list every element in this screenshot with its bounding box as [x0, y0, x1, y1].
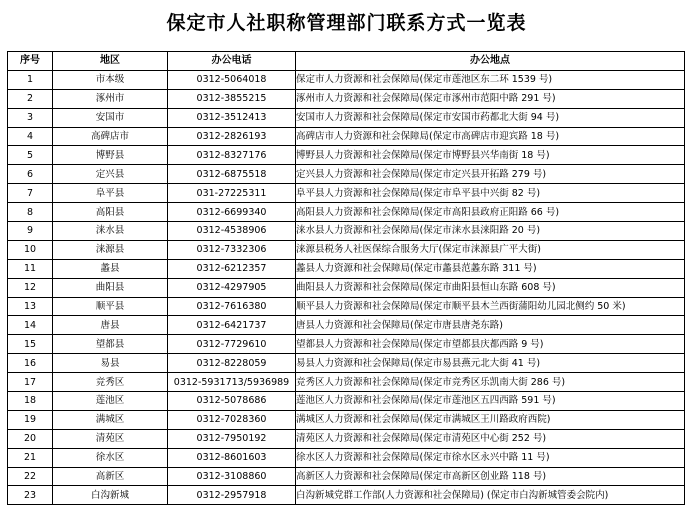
row-area: 安国市: [53, 108, 168, 127]
row-phone: 0312-2957918: [168, 486, 296, 505]
row-area: 博野县: [53, 146, 168, 165]
row-area: 涿州市: [53, 89, 168, 108]
row-address: 博野县人力资源和社会保障局(保定市博野县兴华南街 18 号): [296, 146, 685, 165]
table-row: [8, 335, 685, 354]
row-number: 19: [8, 410, 53, 429]
row-area: 徐水区: [53, 448, 168, 467]
table-row: [8, 486, 685, 505]
row-phone: 0312-8327176: [168, 146, 296, 165]
row-number: 15: [8, 335, 53, 354]
header-phone: 办公电话: [168, 52, 296, 71]
table-row: [8, 354, 685, 373]
row-phone: 0312-3855215: [168, 89, 296, 108]
row-area: 易县: [53, 354, 168, 373]
row-number: 1: [8, 70, 53, 89]
table-row: [8, 429, 685, 448]
row-phone: 0312-2826193: [168, 127, 296, 146]
row-phone: 0312-4297905: [168, 278, 296, 297]
row-area: 白沟新城: [53, 486, 168, 505]
table-row: [8, 316, 685, 335]
row-number: 13: [8, 297, 53, 316]
row-number: 7: [8, 184, 53, 203]
row-number: 20: [8, 429, 53, 448]
row-phone: 0312-5078686: [168, 392, 296, 411]
row-number: 6: [8, 165, 53, 184]
row-phone: 0312-3512413: [168, 108, 296, 127]
row-area: 高新区: [53, 467, 168, 486]
row-number: 8: [8, 203, 53, 222]
contacts-table: [7, 51, 685, 505]
row-phone: 0312-4538906: [168, 222, 296, 241]
row-area: 蠡县: [53, 259, 168, 278]
row-address: 曲阳县人力资源和社会保障局(保定市曲阳县恒山东路 608 号): [296, 278, 685, 297]
row-phone: 0312-8601603: [168, 448, 296, 467]
row-phone: 0312-6421737: [168, 316, 296, 335]
row-phone: 0312-7729610: [168, 335, 296, 354]
row-phone: 0312-3108860: [168, 467, 296, 486]
row-area: 曲阳县: [53, 278, 168, 297]
row-address: 竞秀区人力资源和社会保障局(保定市竞秀区乐凯南大街 286 号): [296, 373, 685, 392]
row-address: 涞源县税务人社医保综合服务大厅(保定市涞源县广平大街): [296, 240, 685, 259]
header-row: [8, 52, 685, 71]
header-number: 序号: [8, 52, 53, 71]
table-row: [8, 259, 685, 278]
table-row: [8, 203, 685, 222]
page-title: 保定市人社职称管理部门联系方式一览表: [166, 12, 527, 34]
table-row: [8, 89, 685, 108]
row-area: 唐县: [53, 316, 168, 335]
table-row: [8, 297, 685, 316]
row-address: 顺平县人力资源和社会保障局(保定市顺平县木兰西街蒲阳幼儿园北侧约 50 米): [296, 297, 685, 316]
row-address: 保定市人力资源和社会保障局(保定市莲池区东二环 1539 号): [296, 70, 685, 89]
table-row: [8, 222, 685, 241]
row-phone: 0312-7616380: [168, 297, 296, 316]
table-row: [8, 467, 685, 486]
row-number: 12: [8, 278, 53, 297]
row-address: 清苑区人力资源和社会保障局(保定市清苑区中心街 252 号): [296, 429, 685, 448]
row-area: 顺平县: [53, 297, 168, 316]
table-row: [8, 70, 685, 89]
row-number: 2: [8, 89, 53, 108]
row-address: 徐水区人力资源和社会保障局(保定市徐水区永兴中路 11 号): [296, 448, 685, 467]
row-area: 清苑区: [53, 429, 168, 448]
row-area: 阜平县: [53, 184, 168, 203]
table-row: [8, 448, 685, 467]
table-header: [8, 52, 685, 71]
table-row: [8, 165, 685, 184]
row-number: 3: [8, 108, 53, 127]
row-area: 满城区: [53, 410, 168, 429]
table-row: [8, 240, 685, 259]
header-area: 地区: [53, 52, 168, 71]
row-number: 14: [8, 316, 53, 335]
row-address: 高新区人力资源和社会保障局(保定市高新区创业路 118 号): [296, 467, 685, 486]
row-phone: 0312-8228059: [168, 354, 296, 373]
row-address: 涿州市人力资源和社会保障局(保定市涿州市范阳中路 291 号): [296, 89, 685, 108]
row-area: 市本级: [53, 70, 168, 89]
row-phone: 0312-5064018: [168, 70, 296, 89]
row-address: 望都县人力资源和社会保障局(保定市望都县庆都西路 9 号): [296, 335, 685, 354]
table-row: [8, 184, 685, 203]
row-area: 莲池区: [53, 392, 168, 411]
row-phone: 0312-6699340: [168, 203, 296, 222]
row-address: 定兴县人力资源和社会保障局(保定市定兴县开拓路 279 号): [296, 165, 685, 184]
row-area: 涞水县: [53, 222, 168, 241]
row-phone: 0312-7028360: [168, 410, 296, 429]
row-phone: 0312-6875518: [168, 165, 296, 184]
table-body: [8, 70, 685, 504]
row-phone: 0312-7950192: [168, 429, 296, 448]
row-address: 蠡县人力资源和社会保障局(保定市蠡县范蠡东路 311 号): [296, 259, 685, 278]
row-area: 涞源县: [53, 240, 168, 259]
row-number: 10: [8, 240, 53, 259]
row-number: 16: [8, 354, 53, 373]
row-area: 定兴县: [53, 165, 168, 184]
row-address: 涞水县人力资源和社会保障局(保定市涞水县涞阳路 20 号): [296, 222, 685, 241]
table-row: [8, 392, 685, 411]
table-row: [8, 410, 685, 429]
row-address: 高碑店市人力资源和社会保障局(保定市高碑店市迎宾路 18 号): [296, 127, 685, 146]
row-number: 22: [8, 467, 53, 486]
row-address: 安国市人力资源和社会保障局(保定市安国市药都北大街 94 号): [296, 108, 685, 127]
row-area: 望都县: [53, 335, 168, 354]
table-row: [8, 108, 685, 127]
row-number: 5: [8, 146, 53, 165]
row-area: 竞秀区: [53, 373, 168, 392]
row-number: 18: [8, 392, 53, 411]
row-number: 4: [8, 127, 53, 146]
row-phone: 0312-5931713/5936989: [168, 373, 296, 392]
row-address: 易县人力资源和社会保障局(保定市易县燕元北大街 41 号): [296, 354, 685, 373]
row-phone: 031-27225311: [168, 184, 296, 203]
row-phone: 0312-6212357: [168, 259, 296, 278]
row-address: 唐县人力资源和社会保障局(保定市唐县唐尧东路): [296, 316, 685, 335]
table-row: [8, 146, 685, 165]
row-address: 高阳县人力资源和社会保障局(保定市高阳县政府正阳路 66 号): [296, 203, 685, 222]
row-address: 满城区人力资源和社会保障局(保定市满城区王川路政府西院): [296, 410, 685, 429]
table-row: [8, 127, 685, 146]
row-address: 阜平县人力资源和社会保障局(保定市阜平县中兴街 82 号): [296, 184, 685, 203]
row-number: 9: [8, 222, 53, 241]
row-phone: 0312-7332306: [168, 240, 296, 259]
row-number: 17: [8, 373, 53, 392]
row-number: 21: [8, 448, 53, 467]
row-number: 11: [8, 259, 53, 278]
row-address: 莲池区人力资源和社会保障局(保定市莲池区五四西路 591 号): [296, 392, 685, 411]
row-address: 白沟新城党群工作部(人力资源和社会保障局) (保定市白沟新城管委会院内): [296, 486, 685, 505]
table-row: [8, 278, 685, 297]
row-area: 高碑店市: [53, 127, 168, 146]
row-number: 23: [8, 486, 53, 505]
table-row: [8, 373, 685, 392]
header-address: 办公地点: [296, 52, 685, 71]
row-area: 高阳县: [53, 203, 168, 222]
